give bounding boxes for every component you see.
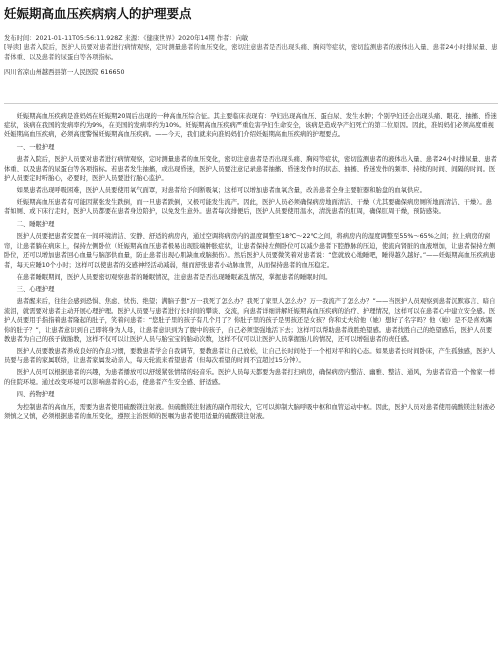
body-paragraph: 医护人员要教患者养成良好的作息习惯，要教患者学会自我调节，要教患者让自己放松，让自己长时间处于一个相对平和的心态。如果患者长时间卧床，产生孤独感，医护人员要与患者的家属联络，让患者家属发动亲人，每天轮流来看望患者（但每次看望的时间不宜超过15分钟）。 bbox=[4, 347, 496, 365]
section-heading: 三、心理护理 bbox=[16, 285, 55, 293]
divider bbox=[4, 103, 498, 104]
body-paragraph: 在患者睡眠期间，医护人员要密切观察患者的睡眠情况，注意患者是否出现睡眠紊乱情况，掌握患者的睡眠时间。 bbox=[16, 273, 332, 281]
article-abstract: [导读] 患者入院后，医护人员要对患者进行病情观察，定时测量患者的血压变化，密切注意患者是否出现头痛、胸闷等症状，密切监测患者的液体出入量、患者24小时排尿量、患者体重、以及患者的尿蛋白等各项指标。 bbox=[4, 44, 498, 61]
section-heading: 一、一般护理 bbox=[16, 143, 55, 151]
section-heading: 四、药物护理 bbox=[16, 391, 55, 399]
body-paragraph: 如果患者出现呼吸困难，医护人员要使用氧气面罩，对患者给予间断吸氧；这样可以增加患者血氧含量，改善患者全身主要脏器和胎盘的血氧供应。 bbox=[16, 187, 426, 195]
article-title: 妊娠期高血压疾病病人的护理要点 bbox=[4, 6, 192, 21]
body-paragraph: 妊娠期高血压疾病是准妈妈在妊娠期20周后出现的一种高血压综合征。其主要临床表现有：孕妇出现高血压、蛋白尿、发生水肿；个别孕妇还会出现头痛、眼花、抽搐、昏迷症状，该病在我国的发病率约为9%，在美国的发病率约为10%。妊娠期高血压疾病严重危害孕妇生命安全，该病是造成孕产妇死亡的第二位原因。因此，准妈妈们必须高度重视妊娠期高血压疾病，必须高度警惕妊娠期高血压疾病。——今天，我们就来向准妈妈们介绍妊娠期高血压疾病的护理要点。 bbox=[4, 112, 497, 139]
body-paragraph: 医护人员可以根据患者的兴趣，为患者播放可以舒缓紧张情绪的轻音乐。医护人员每天都要为患者打扫病房，确保病房内整洁、幽雅、整洁、通风，为患者营造一个像家一样的住院环境。通过改变环境可以影响患者的心态，使患者产生安全感、舒适感。 bbox=[4, 369, 496, 386]
section-heading: 二、睡眠护理 bbox=[16, 220, 55, 228]
author-affiliation: 四川省凉山州越西县第一人民医院 616650 bbox=[4, 69, 125, 77]
body-paragraph: 医护人员要把患者安置在一间环境清洁、安静、舒适的病房内，通过空调将病房内的温度调整至18℃～22℃之间，将病房内的湿度调整至55%～65%之间；拉上病房的窗帘，让患者躺在病床上，保持左侧卧位（妊娠期高血压患者极易出现肢端肿胀症状，让患者保持左侧卧位可以减少患者下腔静脉的压迫，使流向肾脏的血液增加，让患者保持左侧卧位，还可以增加患者回心血量与脑部供血量，防止患者出现心肌缺血或脑损伤）。然后医护人员要微笑着对患者说：“您就放心地睡吧，睡得越久越好。”——妊娠期高血压疾病患者，每天应睡10个小时；这样可以使患者的交感神经活动减弱，继而舒张患者小动脉血管，从而保持患者的血压稳定。 bbox=[4, 233, 496, 269]
article-meta: 发布时间：2021-01-11T05:56:11.928Z 来源：《健康世界》2020年14期 作者：向敏 bbox=[4, 35, 249, 42]
body-paragraph: 妊娠期高血压患者有可能因紧张发生跌倒，而一旦患者跌倒，又极可能发生流产。因此，医护人员必须确保病房地面清洁、干燥（尤其要确保病房厕所地面清洁、干燥）。患者如厕、或下床行走时，医护人员都要在患者身边陪护，以免发生意外。患者每次排便后，医护人员要使用温水，清洗患者的肛周，确保肛周干燥，预防感染。 bbox=[4, 199, 493, 216]
body-paragraph: 患者入院后，医护人员要对患者进行病情观察，定时测量患者的血压变化，密切注意患者是否出现头痛、胸闷等症状，密切监测患者的液体出入量、患者24小时排尿量、患者体重、以及患者的尿蛋白等各项指标。若患者发生抽搐，或出现昏迷，医护人员要注意记录患者抽搐、昏迷发作时的状态、抽搐、昏迷发作的频率、持续的时间、间隔的时间。医护人员要定时听胎心，必要时，医护人员要进行胎心监护。 bbox=[4, 156, 497, 183]
body-paragraph: 患者醒来后，往往会感到恐惧、焦虑、忧伤、绝望；满脑子想“万一我死了怎么办？我死了家里人怎么办？万一我流产了怎么办？”——当医护人员观察到患者沉默寡言、暗自流泪，就需要对患者主动开展心理护理。医护人员要与患者进行长时间的攀谈、交流，向患者详细讲解妊娠期高血压疾病的治疗、护理情况，这样可以在患者心中建立安全感。医护人员要用手指指着患者隆起的肚子，笑着问患者：“您肚子里的孩子有几个月了？你肚子里的孩子是男孩还是女孩？你和丈夫给他（她）想好了名字吗？他（她）是不是喜欢踢你的肚子？”，让患者意识到自己即将身为人母，让患者意识到为了腹中的孩子，自己必须坚强地活下去；这样可以帮助患者战胜绝望感。患者找胜自己的绝望感后，医护人员要教患者为自己的孩子做胎教，这样不仅可以让医护人员与胎宝宝的胎动次数，这样不仅可以让医护人员掌握胎儿的情况，还可以增强患者的责任感。 bbox=[4, 298, 496, 343]
article-body bbox=[4, 112, 498, 422]
body-paragraph: 为控制患者的高血压，需要为患者使用硫酸镁注射液。但硫酸镁注射液的副作用较大，它可以抑制大脑呼吸中枢和血管运动中枢。因此，医护人员对患者使用硫酸镁注射液必须慎之又慎，必须根据患者的血压变化，遵照主治医师的医嘱为患者使用适量的硫酸镁注射液。 bbox=[4, 403, 496, 420]
